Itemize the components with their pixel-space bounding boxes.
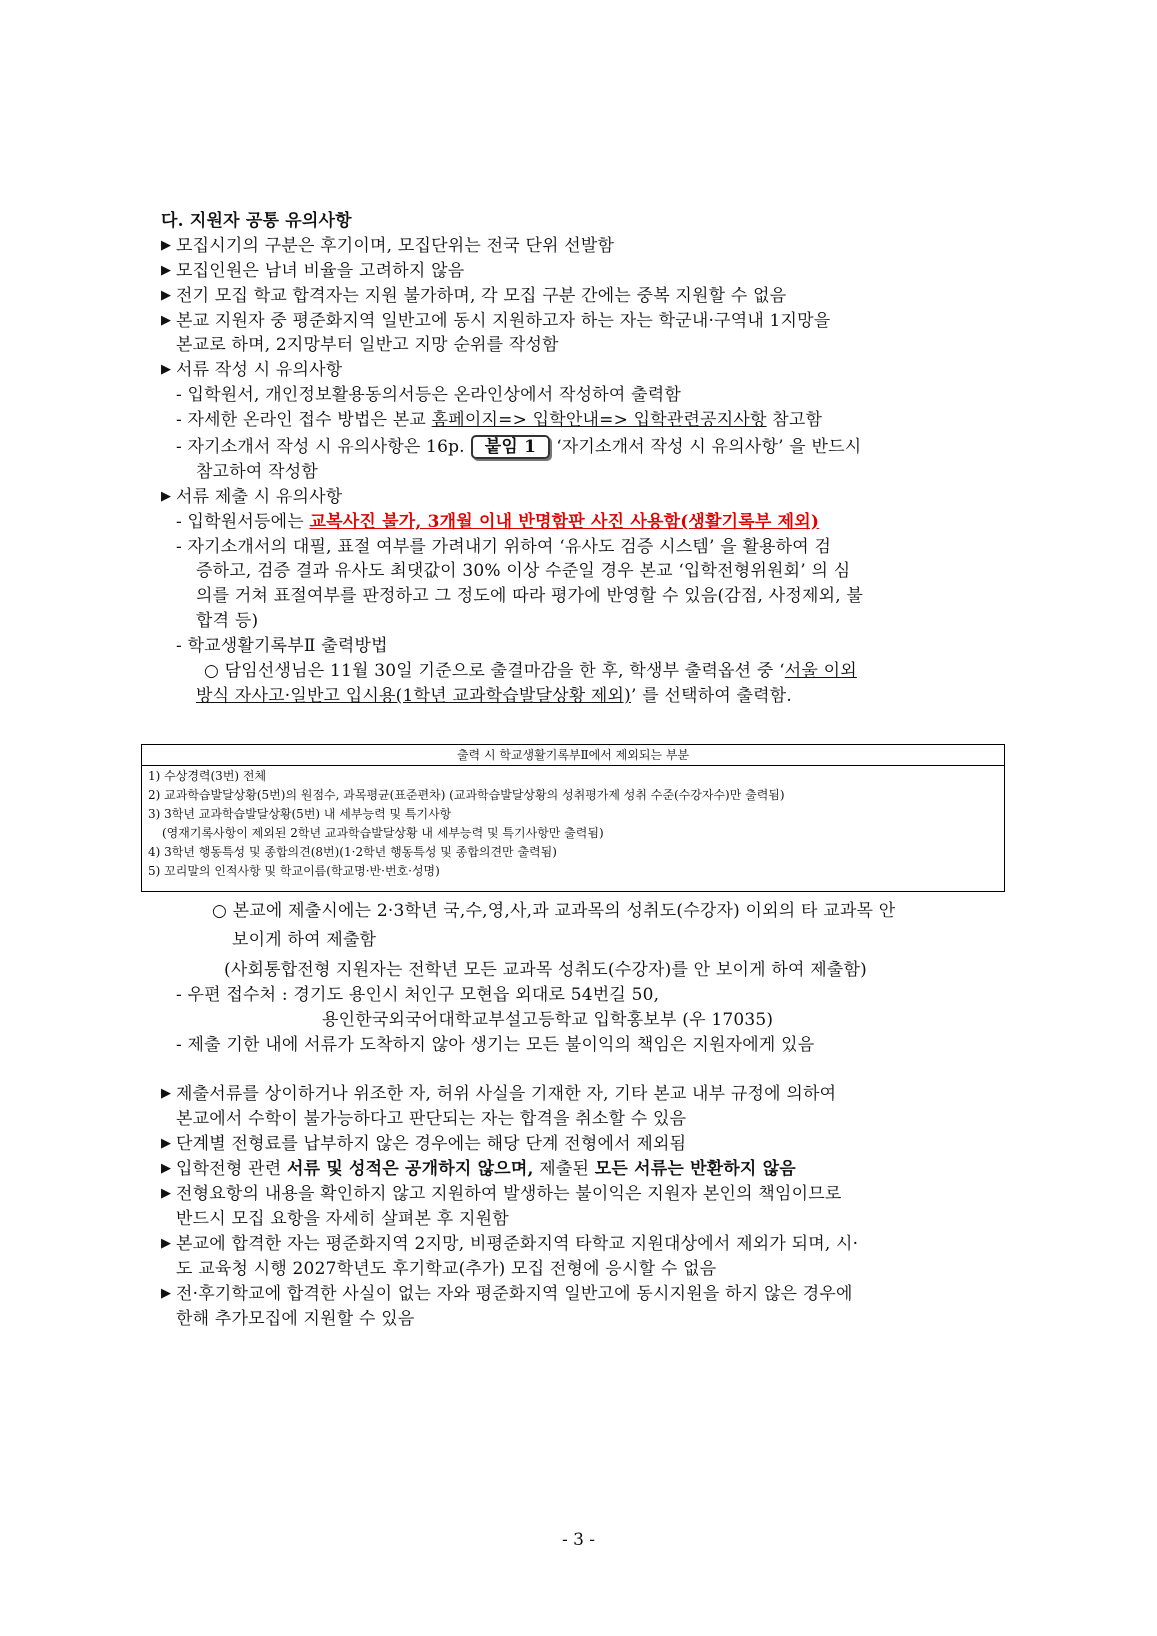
bullet-text: 본교에 합격한 자는 평준화지역 2지망, 비평준화지역 타학교 지원대상에서 제외가 되며, 시· (176, 1234, 859, 1254)
appendix-tag: 붙임 1 (471, 435, 550, 459)
deadline-note: - 제출 기한 내에 서류가 도착하지 않아 생기는 모든 불이익의 책임은 지원자에게 있음 (176, 1035, 815, 1055)
bullet-text (176, 1157, 796, 1181)
writing-item-2 (176, 408, 822, 432)
page-number: - 3 - (561, 1530, 596, 1550)
bullet-icon: ▶ (161, 1186, 171, 1201)
b3-pre: 입학전형 관련 (176, 1159, 287, 1179)
record-print-method (204, 659, 857, 683)
bullet-text-cont: 도 교육청 시행 2027학년도 후기학교(추가) 모집 전형에 응시할 수 없음 (176, 1259, 717, 1279)
b3-bold-1: 서류 및 성적은 공개하지 않으며, (286, 1159, 534, 1179)
bullet-icon: ▶ (161, 1236, 171, 1251)
writing-item-3-cont: 참고하여 작성함 (196, 462, 318, 482)
bullet-icon: ▶ (161, 362, 171, 377)
record-print-option-1: 서울 이외 (784, 661, 857, 681)
record-print-pre: ○ 담임선생님은 11월 30일 기준으로 출결마감을 한 후, 학생부 출력옵션 중 ‘ (204, 661, 785, 681)
box-row: 1) 수상경력(3번) 전체 (148, 769, 267, 783)
bullet-text: 단계별 전형료를 납부하지 않은 경우에는 해당 단계 전형에서 제외됨 (176, 1134, 687, 1154)
bullet-text: 전형요항의 내용을 확인하지 않고 지원하여 발생하는 불이익은 지원자 본인의 책임이므로 (176, 1184, 842, 1204)
bullet-text-cont: 한해 추가모집에 지원할 수 있음 (176, 1309, 415, 1329)
record-print-post: ’ 를 선택하여 출력함. (631, 686, 793, 706)
bullet-icon: ▶ (161, 1161, 171, 1176)
bullet-text: 제출서류를 상이하거나 위조한 자, 허위 사실을 기재한 자, 기타 본교 내부 규정에 의하여 (176, 1084, 837, 1104)
bullet-text: 전기 모집 학교 합격자는 지원 불가하며, 각 모집 구분 간에는 중복 지원할 수 없음 (176, 286, 787, 306)
bullet-icon: ▶ (161, 1286, 171, 1301)
bullet-text: 전·후기학교에 합격한 사실이 없는 자와 평준화지역 일반고에 동시지원을 하지 않은 경우에 (176, 1284, 853, 1304)
writing-item-3-post: ‘자기소개서 작성 시 유의사항’ 을 반드시 (556, 437, 862, 457)
bullet-text-cont: 본교에서 수학이 불가능하다고 판단되는 자는 합격을 취소할 수 있음 (176, 1109, 687, 1129)
bullet-icon: ▶ (161, 263, 171, 278)
mailing-address-cont: 용인한국외국어대학교부설고등학교 입학홍보부 (우 17035) (322, 1010, 774, 1030)
box-row: 4) 3학년 행동특성 및 종합의견(8번)(1·2학년 행동특성 및 종합의견만 출력됨) (148, 845, 557, 859)
writing-item-3 (176, 435, 861, 459)
submit-title: 서류 제출 시 유의사항 (176, 487, 343, 507)
record-print-option-2: 방식 자사고·일반고 입시용(1학년 교과학습발달상황 제외) (196, 686, 632, 706)
homepage-link[interactable]: 홈페이지=> 입학안내=> 입학관련공지사항 (431, 410, 767, 430)
photo-warning: 교복사진 불가, 3개월 이내 반명함판 사진 사용함(생활기록부 제외) (309, 512, 820, 532)
submit-item-2-cont: 의를 거쳐 표절여부를 판정하고 그 정도에 따라 평가에 반영할 수 있음(감점, 사정제외, 불 (196, 586, 864, 606)
submission-note: ○ 본교에 제출시에는 2·3학년 국,수,영,사,과 교과목의 성취도(수강자) 이외의 타 교과목 안 (212, 901, 896, 921)
writing-item-3-pre: - 자기소개서 작성 시 유의사항은 16p. (176, 437, 465, 457)
bullet-text-cont: 본교로 하며, 2지망부터 일반고 지망 순위를 작성함 (176, 335, 559, 355)
record-print-method-cont (196, 684, 792, 708)
section-title: 다. 지원자 공통 유의사항 (161, 211, 352, 231)
writing-item-2-pre: - 자세한 온라인 접수 방법은 본교 (176, 410, 432, 430)
bullet-icon: ▶ (161, 238, 171, 253)
box-row: (영재기록사항이 제외된 2학년 교과학습발달상황 내 세부능력 및 특기사항만 출력됨) (162, 826, 604, 840)
submit-item-1-pre: - 입학원서등에는 (176, 512, 310, 532)
bullet-text: 모집인원은 남녀 비율을 고려하지 않음 (176, 261, 465, 281)
bullet-icon: ▶ (161, 1136, 171, 1151)
mailing-address: - 우편 접수처 : 경기도 용인시 처인구 모현읍 외대로 54번길 50, (176, 985, 660, 1005)
social-integration-note: (사회통합전형 지원자는 전학년 모든 교과목 성취도(수강자)를 안 보이게 하여 제출함) (224, 960, 867, 980)
box-row: 5) 꼬리말의 인적사항 및 학교이름(학교명·반·번호·성명) (148, 864, 440, 878)
writing-item-2-post: 참고함 (766, 410, 823, 430)
b3-mid: 제출된 (533, 1159, 595, 1179)
submit-item-3: - 학교생활기록부Ⅱ 출력방법 (176, 636, 388, 656)
b3-bold-2: 모든 서류는 반환하지 않음 (594, 1159, 796, 1179)
bullet-icon: ▶ (161, 489, 171, 504)
bullet-text: 모집시기의 구분은 후기이며, 모집단위는 전국 단위 선발함 (176, 236, 615, 256)
bullet-icon: ▶ (161, 313, 171, 328)
bullet-text: 본교 지원자 중 평준화지역 일반고에 동시 지원하고자 하는 자는 학군내·구역내 1지망을 (176, 311, 831, 331)
box-row: 3) 3학년 교과학습발달상황(5번) 내 세부능력 및 특기사항 (148, 807, 452, 821)
submission-note-cont: 보이게 하여 제출함 (232, 930, 377, 950)
bullet-text: 서류 작성 시 유의사항 (176, 360, 343, 380)
excluded-sections-box (141, 744, 1005, 892)
bullet-text-cont: 반드시 모집 요항을 자세히 살펴본 후 지원함 (176, 1209, 509, 1229)
writing-item-1: - 입학원서, 개인정보활용동의서등은 온라인상에서 작성하여 출력함 (176, 385, 681, 405)
submit-item-2: - 자기소개서의 대필, 표절 여부를 가려내기 위하여 ‘유사도 검증 시스템’ 을 활용하여 검 (176, 537, 832, 557)
bullet-icon: ▶ (161, 1086, 171, 1101)
submit-item-2-cont: 증하고, 검증 결과 유사도 최댓값이 30% 이상 수준일 경우 본교 ‘입학전형위원회’ 의 심 (196, 561, 851, 581)
submit-item-2-cont: 합격 등) (196, 611, 259, 631)
bullet-icon: ▶ (161, 288, 171, 303)
box-row: 2) 교과학습발달상황(5번)의 원점수, 과목평균(표준편차) (교과학습발달상황의 성취평가제 성취 수준(수강자수)만 출력됨) (148, 788, 785, 802)
submit-item-1 (176, 510, 819, 534)
box-header: 출력 시 학교생활기록부Ⅱ에서 제외되는 부분 (142, 745, 1004, 766)
